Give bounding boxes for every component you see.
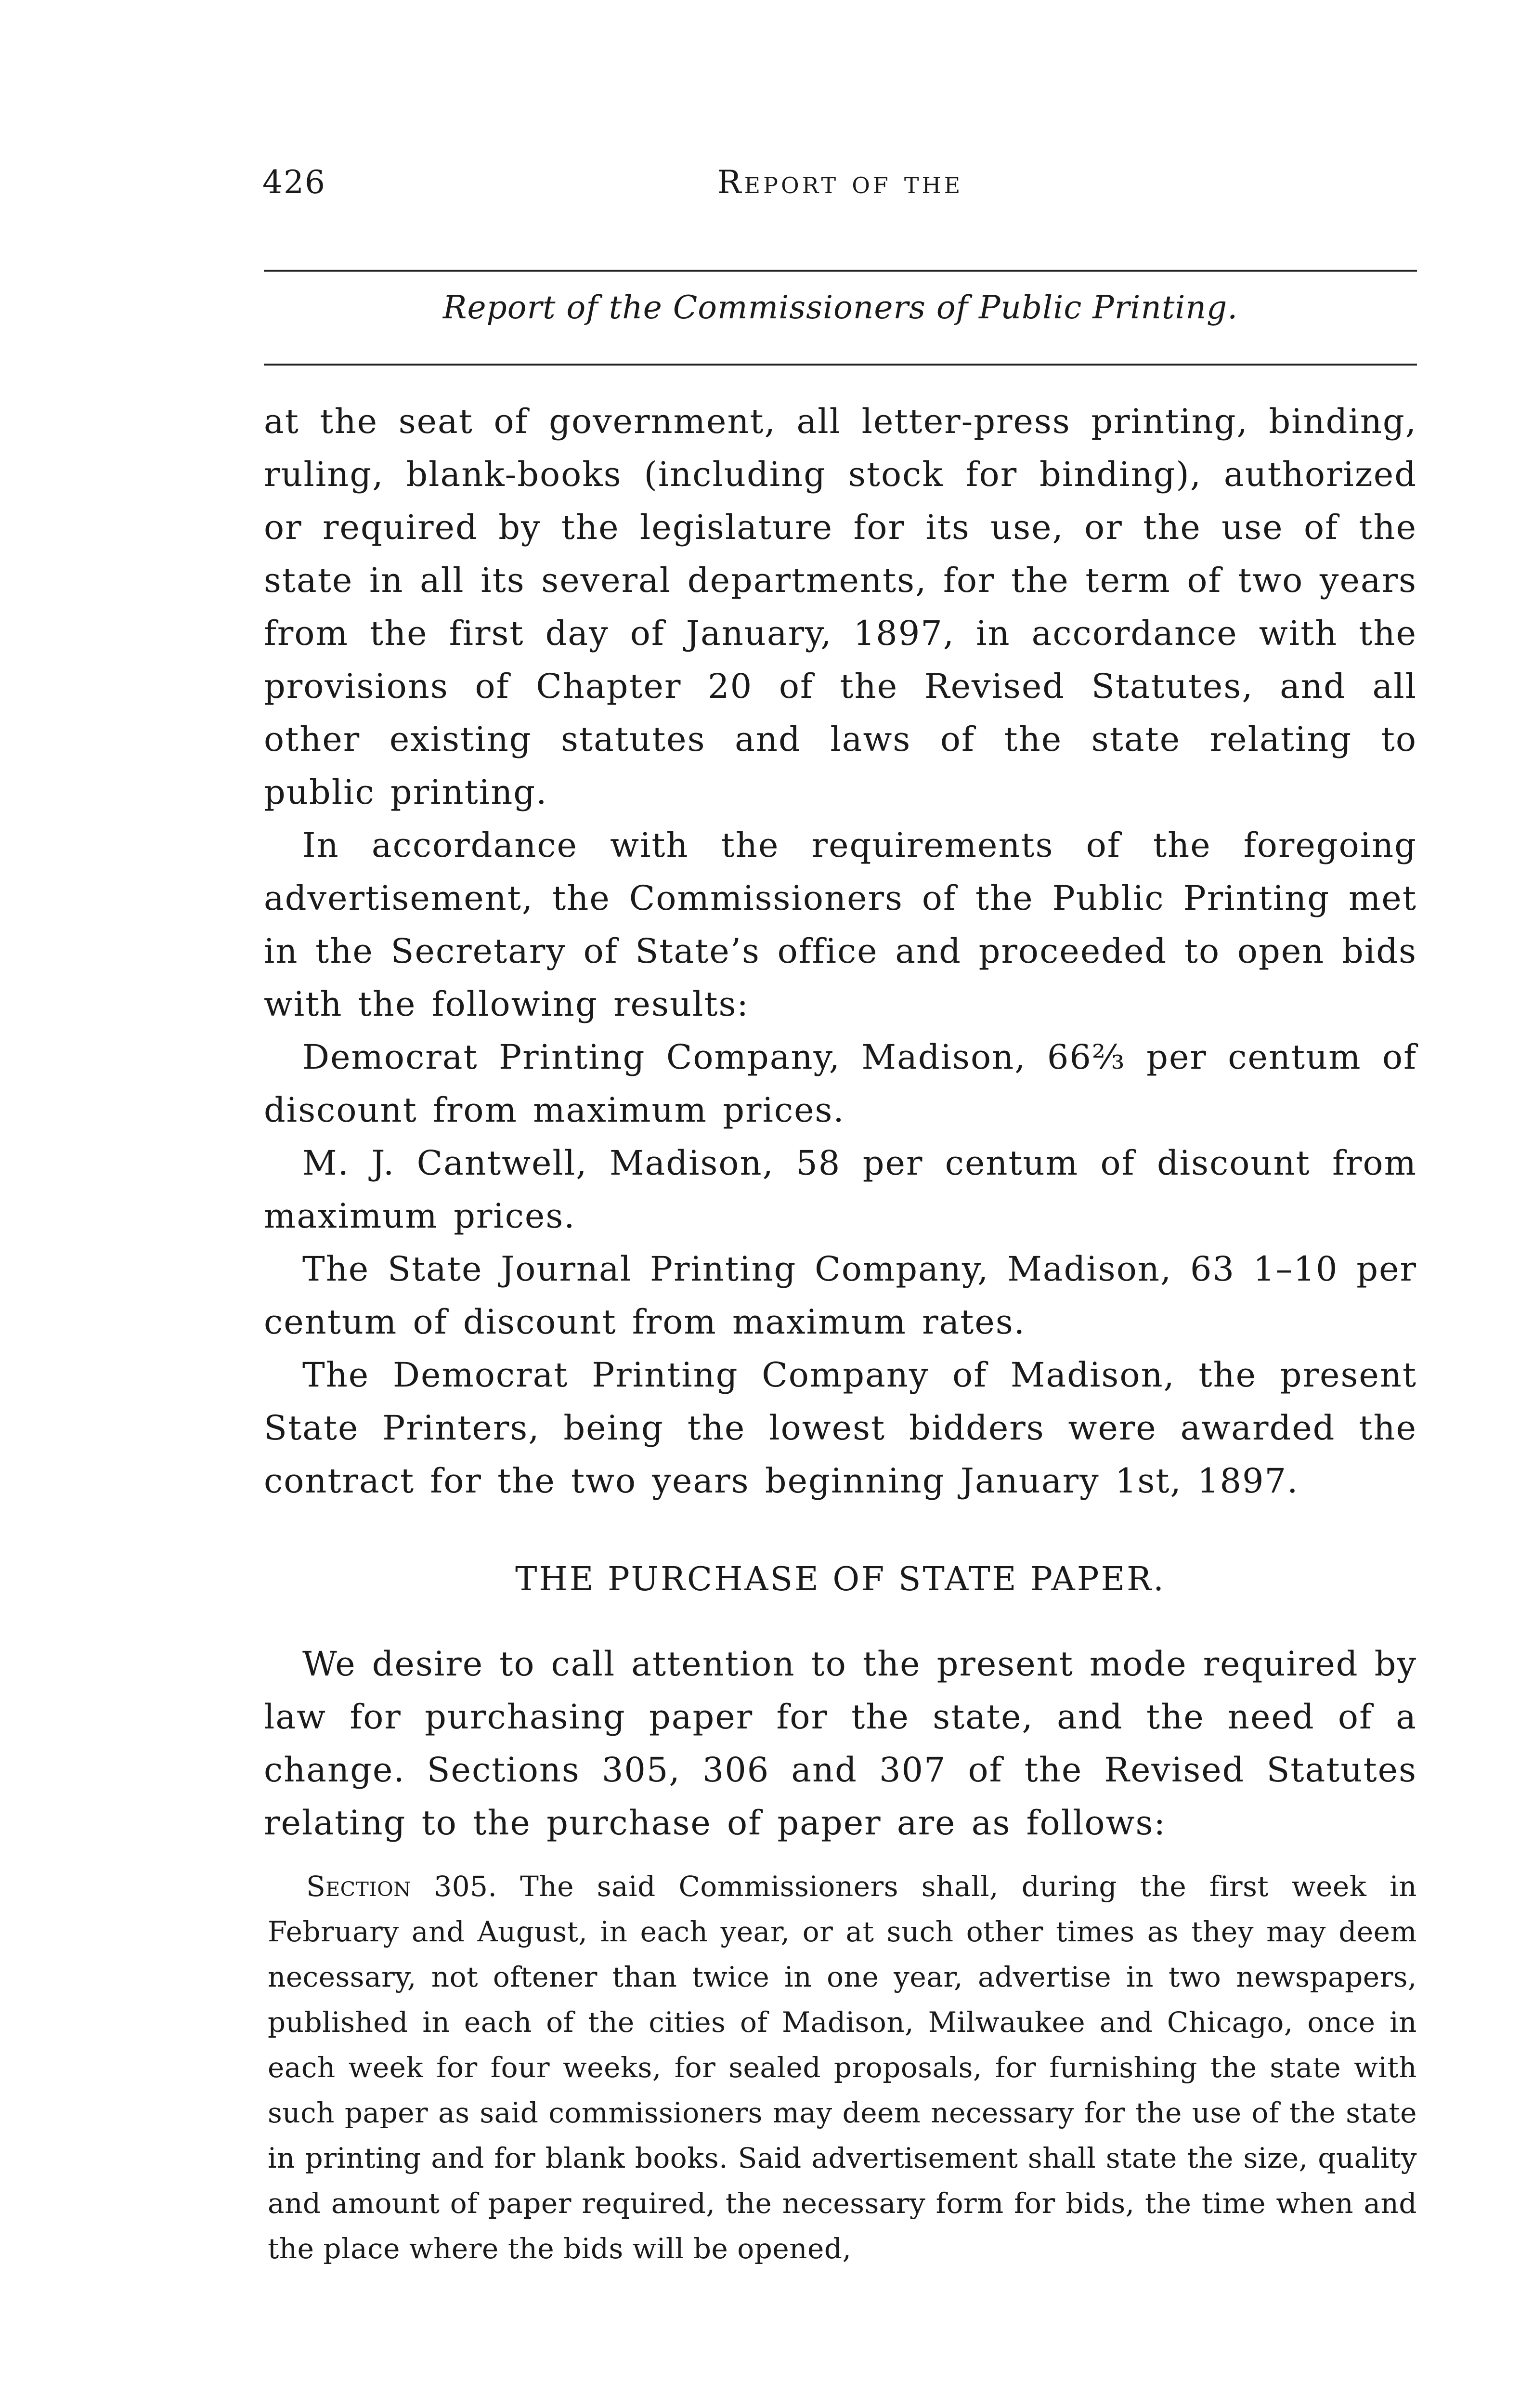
paragraph-bids-intro: In accordance with the requirements of the foregoing advertisement, the Commissioners of the Public Printing met in the Secretary of State’s office and proceeded to open bids with the following results: <box>264 825 1417 1024</box>
statute-paragraph <box>268 1864 1417 2271</box>
paragraph-continuation: at the seat of government, all letter-press printing, binding, ruling, blank-books (including stock for binding), authorized or required by the legislature for its use, or the use of the state in all its several departments, for the term of two years from the first day of January, 1897, in accordance with the provisions of Chapter 20 of the Revised Statutes, and all other existing statutes and laws of the state relating to public printing. <box>264 402 1417 812</box>
bottom-rule <box>264 364 1417 366</box>
section-intro-block <box>264 1637 1417 1849</box>
body-text <box>264 395 1417 1507</box>
section-subheader: Report of the Commissioners of Public Printing. <box>442 289 1238 326</box>
top-rule <box>264 270 1417 272</box>
statute-excerpt <box>268 1864 1417 2271</box>
statute-text: The said Commissioners shall, during the first week in February and August, in each year, or at such other times as they may deem necessary, not oftener than twice in one year, advertise in two newspapers, published in each of the cities of Madison, Milwaukee and Chicago, once in each week for four weeks, for sealed proposals, for furnishing the state with such paper as said commissioners may deem necessary for the use of the state in printing and for blank books. Said advertisement shall state the size, quality and amount of paper required, the necessary form for bids, the time when and the place where the bids will be opened, <box>268 1870 1417 2265</box>
paragraph-award: The Democrat Printing Company of Madison, the present State Printers, being the lowest bidders were awarded the contract for the two years beginning January 1st, 1897. <box>264 1355 1417 1501</box>
statute-section-label: Section 305. <box>306 1870 497 1903</box>
page-number: 426 <box>262 164 326 201</box>
paragraph-bid-democrat: Democrat Printing Company, Madison, 66⅔ per centum of discount from maximum prices. <box>264 1037 1417 1130</box>
running-title: Report of the <box>717 164 963 201</box>
section-heading: THE PURCHASE OF STATE PAPER. <box>515 1560 1166 1598</box>
paragraph-bid-cantwell: M. J. Cantwell, Madison, 58 per centum of discount from maximum prices. <box>264 1143 1417 1236</box>
paragraph-bid-state-journal: The State Journal Printing Company, Madison, 63 1–10 per centum of discount from maximum rates. <box>264 1249 1417 1342</box>
running-header <box>262 164 1418 217</box>
paragraph-section-intro: We desire to call attention to the present mode required by law for purchasing paper for the state, and the need of a change. Sections 305, 306 and 307 of the Revised Statutes relating to the purchase of paper are as follows: <box>264 1644 1417 1843</box>
